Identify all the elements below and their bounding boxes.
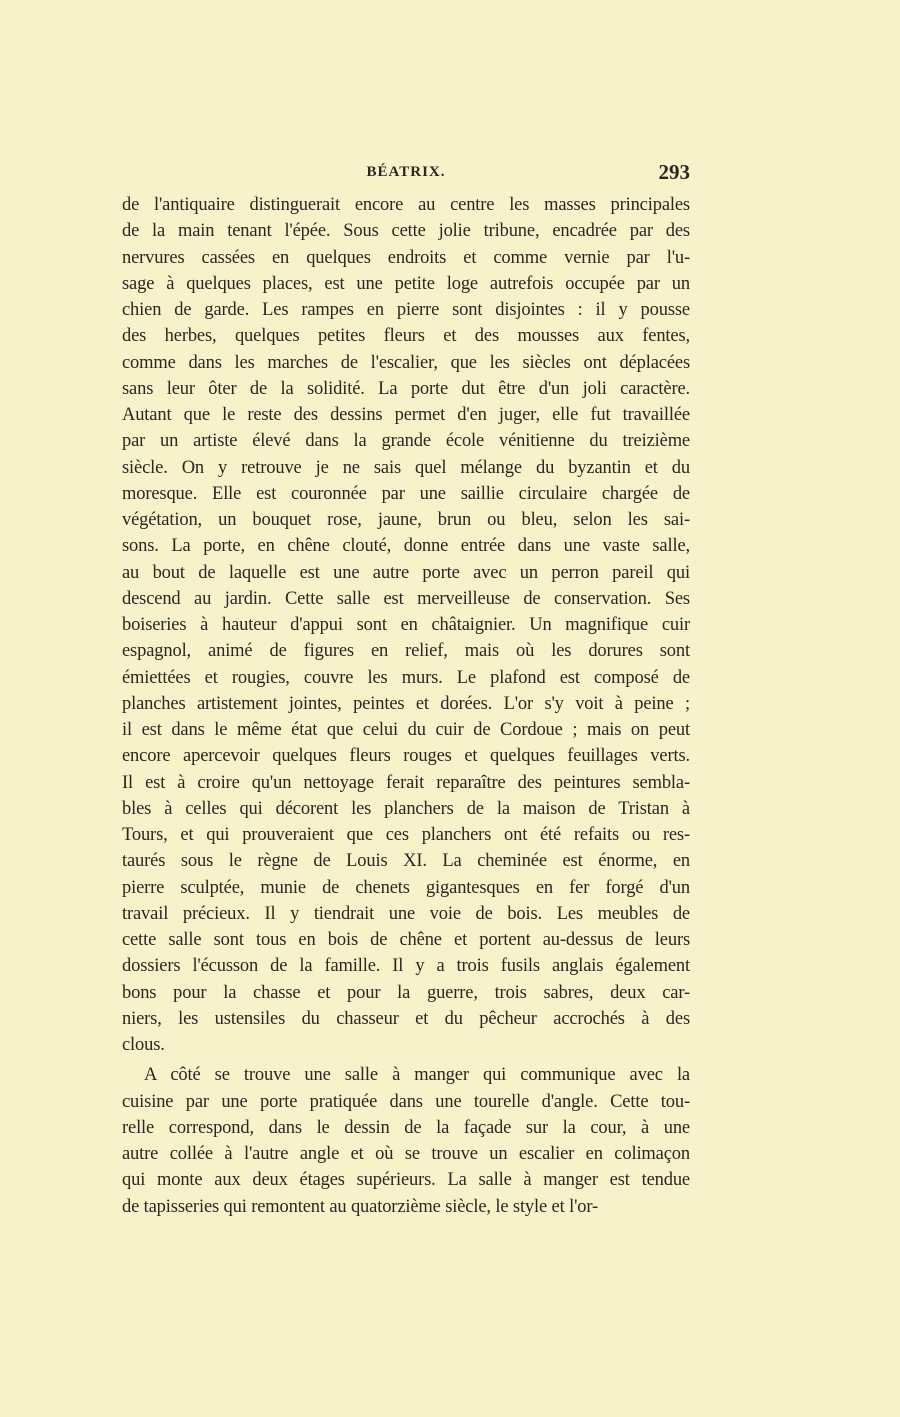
text-line: de tapisseries qui remontent au quatorzième siècle, le style et l'or- (122, 1196, 599, 1217)
page-header (122, 160, 690, 186)
text-line: dossiers l'écusson de la famille. Il y a trois fusils anglais également (122, 956, 690, 977)
text-line: Tours, et qui prouveraient que ces planchers ont été refaits ou res- (122, 825, 690, 845)
text-line: pierre sculptée, munie de chenets gigantesques en fer forgé d'un (122, 877, 690, 898)
text-line: siècle. On y retrouve je ne sais quel mélange du byzantin et du (122, 457, 690, 478)
text-line: nervures cassées en quelques endroits et comme vernie par l'u- (122, 247, 690, 268)
text-line: moresque. Elle est couronnée par une saillie circulaire chargée de (122, 483, 690, 504)
paragraph (122, 192, 690, 1058)
text-line: bles à celles qui décorent les planchers de la maison de Tristan à (122, 798, 690, 819)
text-line: sans leur ôter de la solidité. La porte dut être d'un joli caractère. (122, 378, 690, 399)
text-line: émiettées et rougies, couvre les murs. Le plafond est composé de (122, 667, 690, 688)
text-line: A côté se trouve une salle à manger qui communique avec la (144, 1065, 690, 1086)
text-line: planches artistement jointes, peintes et dorées. L'or s'y voit à peine ; (122, 693, 690, 714)
text-line: bons pour la chasse et pour la guerre, trois sabres, deux car- (122, 982, 690, 1003)
text-line: Autant que le reste des dessins permet d'en juger, elle fut travaillée (122, 405, 690, 425)
text-line: comme dans les marches de l'escalier, que les siècles ont déplacées (122, 352, 690, 373)
text-line: par un artiste élevé dans la grande école vénitienne du treizième (122, 431, 690, 452)
text-line: Il est à croire qu'un nettoyage ferait reparaître des peintures sembla- (122, 772, 690, 793)
running-title: BÉATRIX. (366, 164, 446, 180)
text-line: espagnol, animé de figures en relief, mais où les dorures sont (122, 641, 690, 662)
page-number: 293 (658, 160, 690, 184)
text-line: cette salle sont tous en bois de chêne et portent au-dessus de leurs (122, 930, 690, 950)
text-line: de l'antiquaire distinguerait encore au centre les masses principales (122, 195, 690, 215)
text-line: niers, les ustensiles du chasseur et du pêcheur accrochés à des (122, 1008, 690, 1029)
text-line: encore apercevoir quelques fleurs rouges et quelques feuillages verts. (122, 746, 690, 767)
text-line: il est dans le même état que celui du cuir de Cordoue ; mais on peut (122, 720, 690, 740)
text-line: relle correspond, dans le dessin de la façade sur la cour, à une (122, 1117, 690, 1138)
text-line: des herbes, quelques petites fleurs et des mousses aux fentes, (122, 326, 690, 347)
text-line: cuisine par une porte pratiquée dans une tourelle d'angle. Cette tou- (122, 1091, 690, 1112)
text-line: taurés sous le règne de Louis XI. La cheminée est énorme, en (122, 851, 690, 872)
text-line: travail précieux. Il y tiendrait une voie de bois. Les meubles de (122, 903, 690, 924)
text-line: chien de garde. Les rampes en pierre sont disjointes : il y pousse (122, 300, 690, 320)
text-line: sons. La porte, en chêne clouté, donne entrée dans une vaste salle, (122, 536, 690, 557)
body-text (122, 192, 690, 1220)
text-line: clous. (122, 1035, 165, 1055)
text-line: sage à quelques places, est une petite loge autrefois occupée par un (122, 273, 690, 294)
text-line: qui monte aux deux étages supérieurs. La salle à manger est tendue (122, 1170, 690, 1191)
text-line: de la main tenant l'épée. Sous cette jolie tribune, encadrée par des (122, 221, 690, 242)
text-line: descend au jardin. Cette salle est merveilleuse de conservation. Ses (122, 588, 690, 609)
text-line: autre collée à l'autre angle et où se trouve un escalier en colimaçon (122, 1144, 690, 1164)
text-line: au bout de laquelle est une autre porte avec un perron pareil qui (122, 562, 690, 583)
paragraph (122, 1062, 690, 1220)
text-line: boiseries à hauteur d'appui sont en châtaignier. Un magnifique cuir (122, 615, 690, 635)
text-line: végétation, un bouquet rose, jaune, brun ou bleu, selon les sai- (122, 510, 690, 530)
